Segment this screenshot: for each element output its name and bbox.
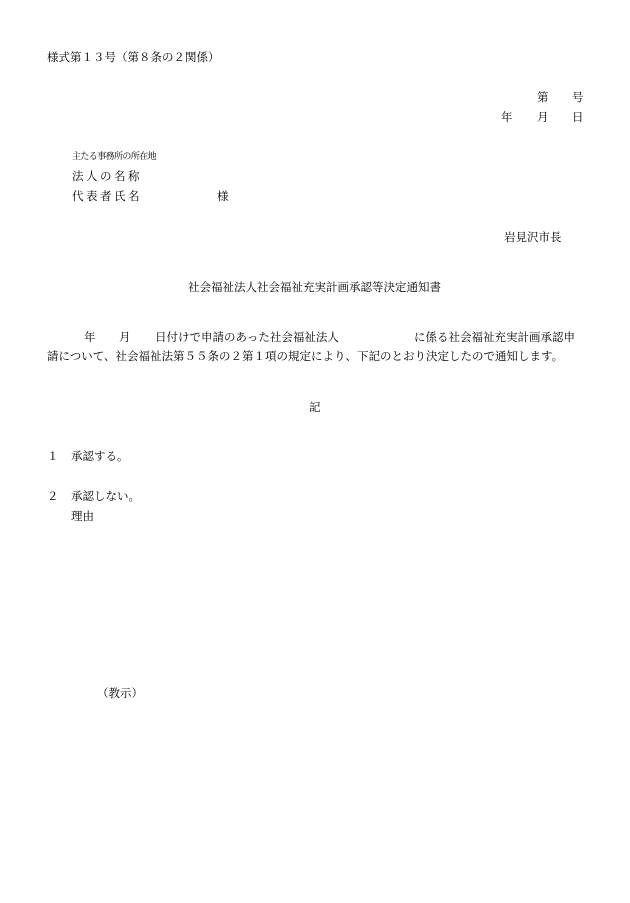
- recipient-address-label: 主たる事務所の所在地: [72, 152, 157, 162]
- body-year: 年: [84, 330, 96, 344]
- date-month: 月: [537, 110, 549, 124]
- date-day: 日: [572, 110, 584, 124]
- number-dai: 第: [537, 90, 549, 104]
- item-1-text: 承認する。: [71, 449, 129, 463]
- issuer: 岩見沢市長: [504, 230, 562, 244]
- reason-label: 理由: [71, 509, 94, 523]
- recipient-rep-label: 代表者氏名: [72, 189, 142, 203]
- body-date-part: 日付けで申請のあった社会福祉法人: [155, 330, 339, 344]
- body-rest: に係る社会福祉充実計画承認申: [414, 330, 575, 344]
- date-year: 年: [501, 110, 513, 124]
- ki-heading: 記: [309, 400, 321, 414]
- item-2-text: 承認しない。: [71, 489, 140, 503]
- recipient-honorific: 様: [217, 189, 229, 203]
- document-title: 社会福祉法人社会福祉充実計画承認等決定通知書: [188, 280, 441, 294]
- recipient-name-label: 法人の名称: [72, 169, 142, 183]
- notice-label: （教示）: [97, 686, 143, 700]
- number-go: 号: [572, 90, 584, 104]
- item-2-num: ２: [47, 489, 59, 503]
- item-1-num: １: [47, 449, 59, 463]
- body-line2: 請について、社会福祉法第５５条の２第１項の規定により、下記のとおり決定したので通知します。: [47, 349, 564, 363]
- form-id: 様式第１３号（第８条の２関係）: [47, 50, 220, 64]
- body-month: 月: [119, 330, 131, 344]
